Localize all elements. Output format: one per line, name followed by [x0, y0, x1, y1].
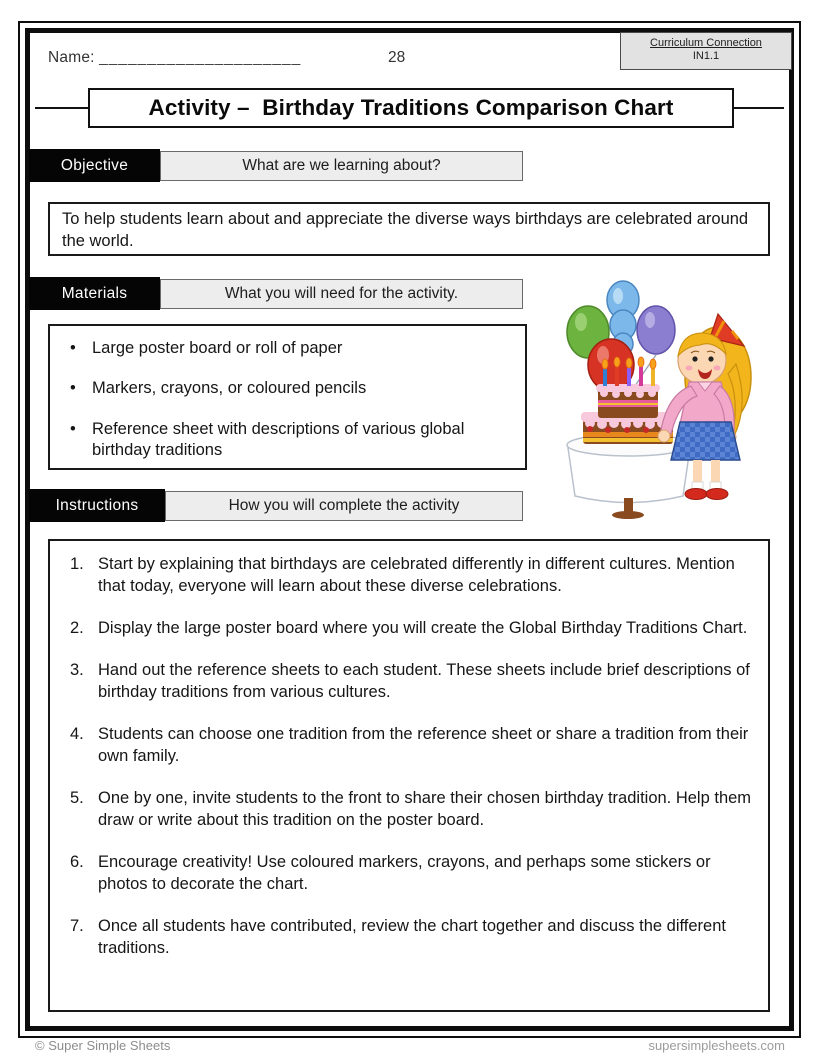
footer-copyright: © Super Simple Sheets [35, 1038, 171, 1053]
step-number: 7. [70, 917, 84, 936]
curriculum-connection-title: Curriculum Connection [650, 37, 762, 49]
step-text: One by one, invite students to the front to share their chosen birthday tradition. Help them draw or write about this tradition on the poster board. [98, 789, 752, 830]
materials-tag: Materials [29, 277, 160, 310]
footer-website: supersimplesheets.com [648, 1038, 785, 1053]
objective-text: To help students learn about and appreciate the diverse ways birthdays are celebrated around the world. [48, 202, 770, 256]
step-number: 6. [70, 853, 84, 872]
step-number: 3. [70, 661, 84, 680]
table [567, 434, 691, 519]
curriculum-connection-badge [620, 32, 792, 70]
bullet-icon: • [70, 379, 76, 398]
instruction-step [60, 852, 754, 896]
step-text: Start by explaining that birthdays are celebrated differently in different cultures. Mention that today, everyone will learn about these diverse celebrations. [98, 555, 735, 595]
material-item-text: Reference sheet with descriptions of various global birthday traditions [92, 419, 465, 460]
materials-heading: What you will need for the activity. [160, 279, 523, 309]
objective-tag: Objective [29, 149, 160, 182]
step-text: Once all students have contributed, review the chart together and discuss the different traditions. [98, 917, 726, 958]
step-text: Display the large poster board where you will create the Global Birthday Traditions Chart. [98, 619, 748, 638]
step-text: Encourage creativity! Use coloured markers, crayons, and perhaps some stickers or photos to decorate the chart. [98, 853, 711, 894]
instructions-tag: Instructions [29, 489, 165, 522]
worksheet-title: Activity – Birthday Traditions Comparison Chart [88, 88, 734, 128]
objective-heading: What are we learning about? [160, 151, 523, 181]
curriculum-connection-code: IN1.1 [692, 50, 720, 62]
step-number: 2. [70, 619, 84, 638]
material-item-text: Markers, crayons, or coloured pencils [92, 379, 367, 398]
instruction-step [60, 916, 754, 960]
instruction-step [60, 618, 754, 640]
step-number: 5. [70, 789, 84, 808]
instructions-list [48, 539, 770, 1012]
instructions-heading: How you will complete the activity [165, 491, 523, 521]
balloons [567, 281, 675, 396]
name-label: Name: [48, 49, 95, 66]
instruction-step [60, 788, 754, 832]
instruction-step [60, 724, 754, 768]
birthday-illustration-svg [550, 272, 765, 522]
step-text: Hand out the reference sheets to each student. These sheets include brief descriptions of birthday traditions from various cultures. [98, 661, 750, 702]
instruction-step [60, 554, 754, 598]
birthday-illustration [550, 272, 765, 522]
instruction-step [60, 660, 754, 704]
name-row [48, 49, 301, 67]
step-text: Students can choose one tradition from the reference sheet or share a tradition from their own family. [98, 725, 749, 766]
step-number: 1. [70, 555, 84, 573]
page-number: 28 [388, 49, 406, 66]
material-item [62, 378, 515, 399]
bullet-icon: • [70, 339, 76, 357]
materials-list [48, 324, 527, 470]
material-item [62, 419, 515, 462]
step-number: 4. [70, 725, 84, 744]
material-item-text: Large poster board or roll of paper [92, 339, 343, 357]
material-item [62, 338, 515, 359]
name-blank-line: _____________________ [99, 49, 302, 66]
bullet-icon: • [70, 419, 76, 438]
